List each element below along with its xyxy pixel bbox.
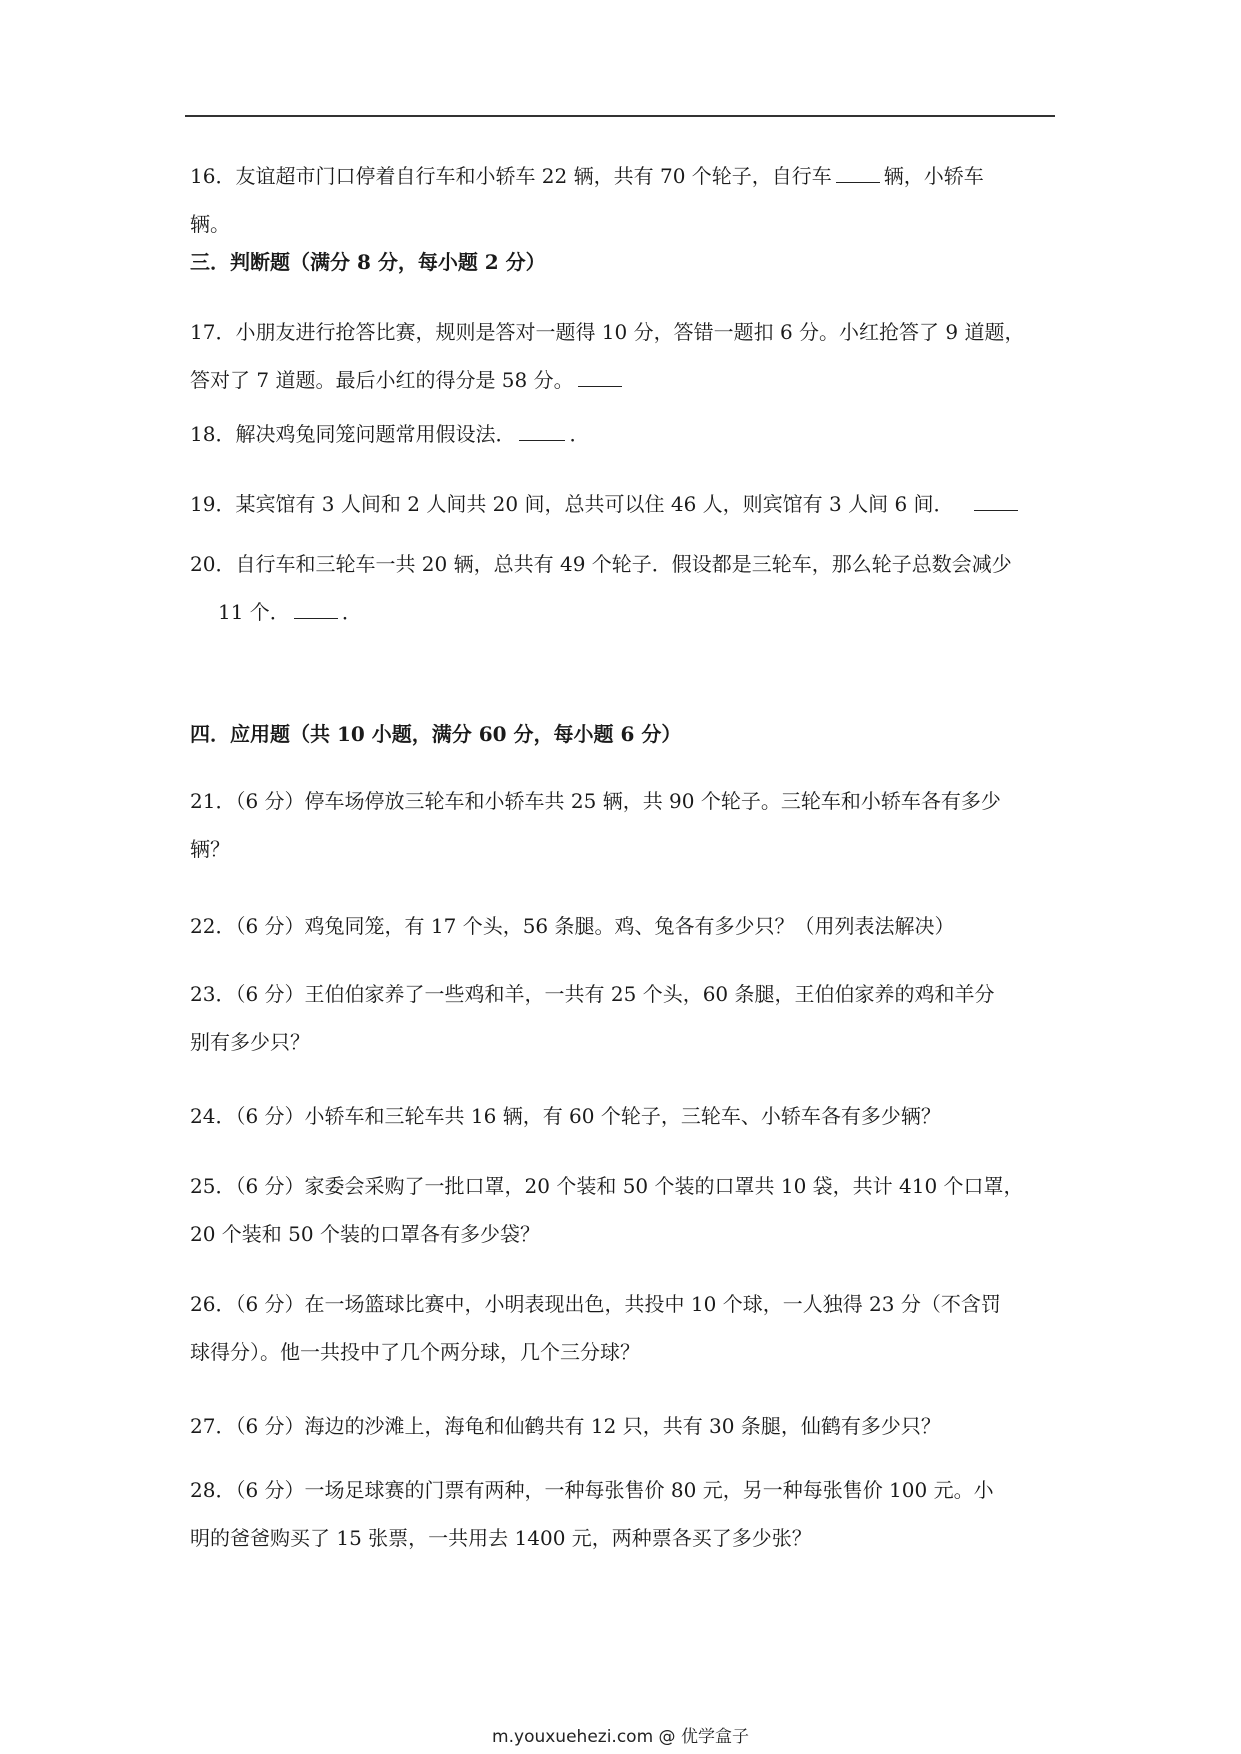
question-24: 24．（6 分）小轿车和三轮车共 16 辆，有 60 个轮子，三轮车、小轿车各有多少辆？	[190, 1104, 941, 1128]
question-19: 19．某宾馆有 3 人间和 2 人间共 20 间，总共可以住 46 人，则宾馆有 3 人间 6 间．	[190, 490, 1052, 518]
question-16: 16．友谊超市门口停着自行车和小轿车 22 辆，共有 70 个轮子，自行车 辆，小轿车 辆。	[190, 164, 984, 236]
question-27: 27．（6 分）海边的沙滩上，海龟和仙鹤共有 12 只，共有 30 条腿，仙鹤有多少只？	[190, 1414, 941, 1438]
footer-watermark: m.youxuehezi.com @ 优学盒子	[492, 1727, 749, 1747]
question-18: 18．解决鸡兔同笼问题常用假设法． ．	[190, 422, 590, 446]
answer-blank[interactable]	[519, 422, 565, 441]
question-23: 23．（6 分）王伯伯家养了一些鸡和羊，一共有 25 个头，60 条腿，王伯伯家养的鸡和羊分 别有多少只？	[190, 982, 995, 1054]
question-21: 21．（6 分）停车场停放三轮车和小轿车共 25 辆，共 90 个轮子。三轮车和小轿车各有多少 辆？	[190, 789, 1001, 861]
question-25: 25．（6 分）家委会采购了一批口罩，20 个装和 50 个装的口罩共 10 袋，共计 410 个口罩， 20 个装和 50 个装的口罩各有多少袋？	[190, 1174, 1024, 1246]
question-20: 20．自行车和三轮车一共 20 辆，总共有 49 个轮子．假设都是三轮车，那么轮子总数会减少 11 个． ．	[190, 552, 1012, 624]
answer-blank[interactable]	[974, 492, 1018, 511]
question-28: 28．（6 分）一场足球赛的门票有两种，一种每张售价 80 元，另一种每张售价 100 元。小 明的爸爸购买了 15 张票，一共用去 1400 元，两种票各买了多少张？	[190, 1478, 994, 1550]
question-22: 22．（6 分）鸡兔同笼，有 17 个头，56 条腿。鸡、兔各有多少只？（用列表法解决）	[190, 914, 955, 938]
question-26: 26．（6 分）在一场篮球比赛中，小明表现出色，共投中 10 个球，一人独得 23 分（不含罚 球得分）。他一共投中了几个两分球，几个三分球？	[190, 1292, 1001, 1364]
section-3-heading: 三．判断题（满分 8 分，每小题 2 分）	[190, 250, 546, 274]
answer-blank[interactable]	[294, 600, 338, 619]
section-4-heading: 四．应用题（共 10 小题，满分 60 分，每小题 6 分）	[190, 722, 682, 746]
question-17: 17．小朋友进行抢答比赛，规则是答对一题得 10 分，答错一题扣 6 分。小红抢答了 9 道题， 答对了 7 道题。最后小红的得分是 58 分。	[190, 320, 1025, 392]
answer-blank[interactable]	[578, 368, 622, 387]
answer-blank[interactable]	[836, 164, 880, 183]
header-rule	[185, 115, 1055, 117]
